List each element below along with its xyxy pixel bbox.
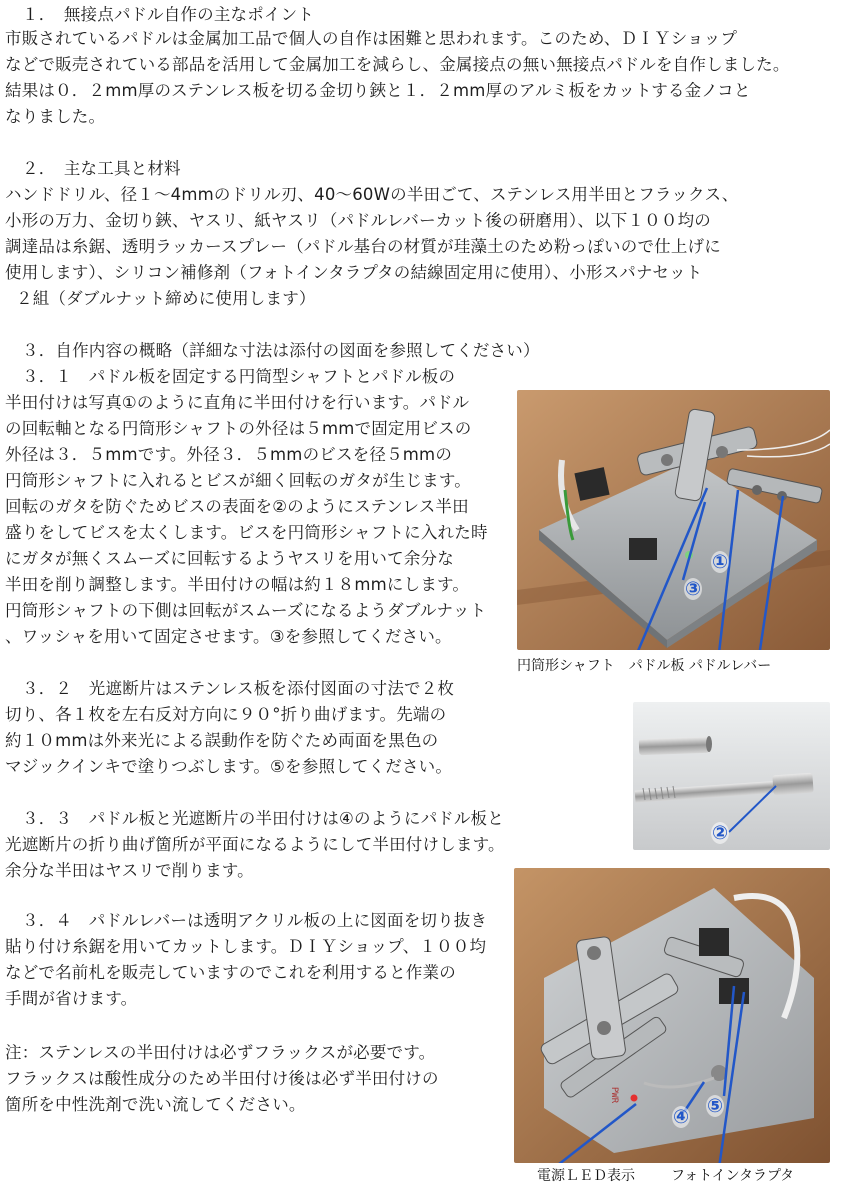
section2-heading: ２． 主な工具と材料 bbox=[22, 159, 181, 178]
s33-line-1: ３．３ パドル板と光遮断片の半田付けは④のようにパドル板と bbox=[22, 809, 504, 828]
s34-line-1: ３．４ パドルレバーは透明アクリル板の上に図面を切り抜き bbox=[22, 911, 488, 930]
s34-line-2: 貼り付け糸鋸を用いてカットします。ＤＩＹショップ、１００均 bbox=[5, 937, 487, 956]
section1-line-1: 市販されているパドルは金属加工品で個人の自作は困難と思われます。このため、ＤＩＹショップ bbox=[5, 29, 738, 48]
photo-shaft-screw bbox=[633, 702, 830, 850]
s31-line-10: 円筒形シャフトの下側は回転がスムーズになるようダブルナット bbox=[5, 601, 487, 620]
caption-power-led: 電源ＬＥＤ表示 bbox=[537, 1168, 635, 1184]
caption-photointerrupter: フォトインタラプタ bbox=[671, 1168, 795, 1184]
section2-line-1: ハンドドリル、径１～4mmのドリル刃、40～60Wの半田ごて、ステンレス用半田とフラックス、 bbox=[5, 185, 739, 204]
s31-line-11: 、ワッシャを用いて固定させます。③を参照してください。 bbox=[5, 627, 452, 646]
s31-line-7: 盛りをしてビスを太くします。ビスを円筒形シャフトに入れた時 bbox=[5, 523, 488, 542]
marker-2: ② bbox=[712, 822, 729, 844]
section1-line-4: なりました。 bbox=[5, 107, 106, 126]
s31-line-1: ３．１ パドル板を固定する円筒型シャフトとパドル板の bbox=[22, 367, 456, 386]
section2-line-4: 使用します）、シリコン補修剤（フォトインタラプタの結線固定用に使用）、小形スパナセット bbox=[5, 263, 703, 282]
s31-line-6: 回転のガタを防ぐためビスの表面を②のようにステンレス半田 bbox=[5, 497, 469, 516]
photo1-caption: 円筒形シャフト パドル板 パドルレバー bbox=[517, 658, 772, 674]
s31-line-3: の回転軸となる円筒形シャフトの外径は５mmで固定用ビスの bbox=[5, 419, 472, 438]
section2-line-3: 調達品は糸鋸、透明ラッカースプレー（パドル基台の材質が珪藻土のため粉っぽいので仕上げに bbox=[5, 237, 721, 256]
s31-line-8: にガタが無くスムーズに回転するようヤスリを用いて余分な bbox=[5, 549, 454, 568]
s31-line-5: 円筒形シャフトに入れるとビスが細く回転のガタが生じます。 bbox=[5, 471, 471, 490]
s33-line-2: 光遮断片の折り曲げ箇所が平面になるようにして半田付けします。 bbox=[5, 835, 505, 854]
marker-4: ④ bbox=[673, 1106, 690, 1128]
section3-heading: ３．自作内容の概略（詳細な寸法は添付の図面を参照してください） bbox=[22, 341, 540, 360]
s34-line-4: 手間が省けます。 bbox=[5, 989, 138, 1008]
s31-line-4: 外径は３．５mmです。外径３．５mmのビスを径５mmの bbox=[5, 445, 453, 464]
note-line-3: 箇所を中性洗剤で洗い流してください。 bbox=[5, 1095, 306, 1114]
section1-line-2: などで販売されている部品を活用して金属加工を減らし、金属接点の無い無接点パドルを自作しました。 bbox=[5, 55, 790, 74]
section1-line-3: 結果は０．２mm厚のステンレス板を切る金切り鋏と１．２mm厚のアルミ板をカットする金ノコと bbox=[5, 81, 751, 100]
section2-line-2: 小形の万力、金切り鋏、ヤスリ、紙ヤスリ（パドルレバーカット後の研磨用）、以下１００均の bbox=[5, 211, 711, 230]
s31-line-2: 半田付けは写真①のように直角に半田付けを行います。パドル bbox=[5, 393, 470, 412]
marker-1: ① bbox=[712, 551, 729, 573]
s33-line-3: 余分な半田はヤスリで削ります。 bbox=[5, 861, 254, 880]
photo-paddle-assembly bbox=[517, 390, 830, 650]
note-line-2: フラックスは酸性成分のため半田付け後は必ず半田付けの bbox=[5, 1069, 439, 1088]
pwr-label: PWR bbox=[609, 1086, 620, 1104]
s34-line-3: などで名前札を販売していますのでこれを利用すると作業の bbox=[5, 963, 456, 982]
s32-line-2: 切り、各１枚を左右反対方向に９０°折り曲げます。先端の bbox=[5, 705, 447, 724]
s32-line-3: 約１０mmは外来光による誤動作を防ぐため両面を黒色の bbox=[5, 731, 439, 750]
s32-line-1: ３．２ 光遮断片はステンレス板を添付図面の寸法で２枚 bbox=[22, 679, 455, 698]
section1-heading: １． 無接点パドル自作の主なポイント bbox=[22, 5, 315, 24]
marker-3: ③ bbox=[685, 578, 702, 600]
s32-line-4: マジックインキで塗りつぶします。⑤を参照してください。 bbox=[5, 757, 453, 776]
section2-line-5: ２組（ダブルナット締めに使用します） bbox=[16, 289, 316, 308]
s31-line-9: 半田を削り調整します。半田付けの幅は約１８mmにします。 bbox=[5, 575, 470, 594]
marker-5: ⑤ bbox=[707, 1095, 724, 1117]
note-line-1: 注：ステンレスの半田付けは必ずフラックスが必要です。 bbox=[5, 1043, 436, 1062]
